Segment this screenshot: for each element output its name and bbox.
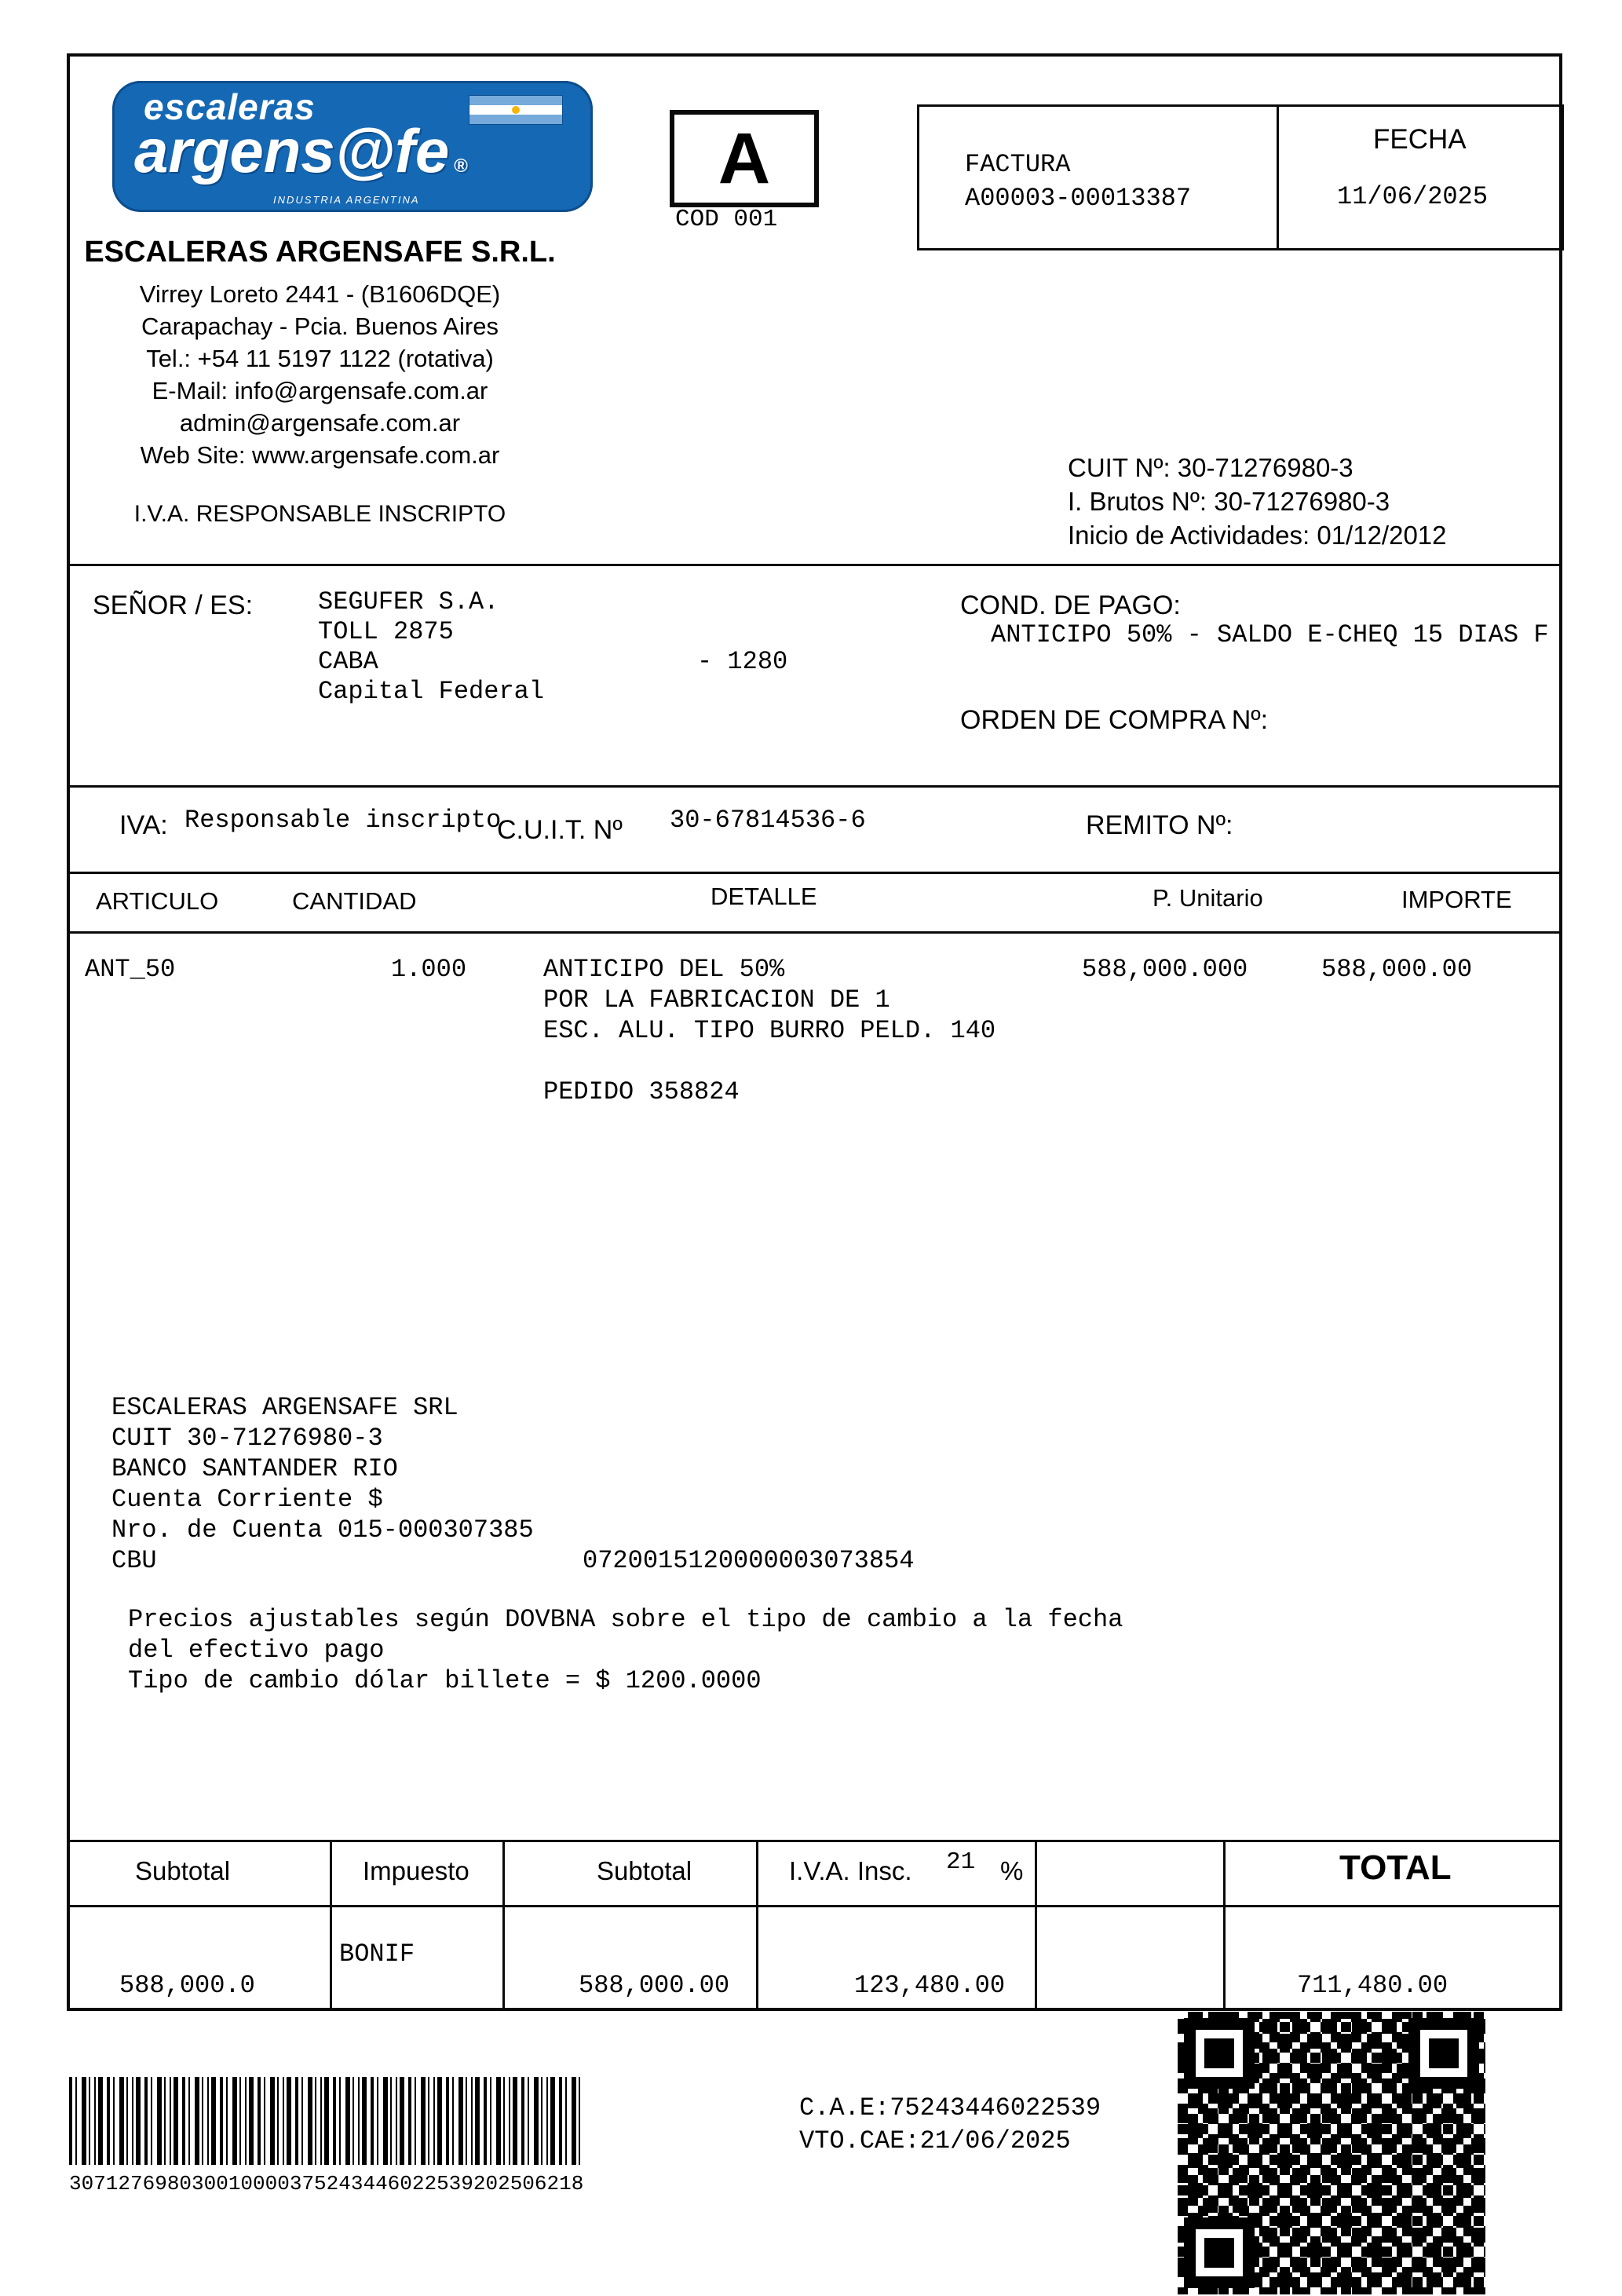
bank-line: Nro. de Cuenta 015-000307385 [111, 1515, 534, 1545]
col-header-punitario: P. Unitario [1153, 884, 1263, 912]
cuit-value: 30-67814536-6 [670, 806, 866, 835]
col-header-articulo: ARTICULO [96, 887, 219, 915]
cae-barcode [69, 2077, 584, 2165]
logo-text-escaleras: escaleras [144, 86, 316, 127]
senores-label: SEÑOR / ES: [93, 590, 254, 620]
divider-line [67, 564, 1562, 566]
cuit-label: C.U.I.T. Nº [497, 815, 623, 845]
bank-line: BANCO SANTANDER RIO [111, 1454, 398, 1483]
bank-line: CUIT 30-71276980-3 [111, 1424, 383, 1453]
iva-insc-label: I.V.A. Insc. [789, 1856, 912, 1885]
qr-finder-icon [1408, 2018, 1479, 2089]
barcode-number: 307127698030010000375243446022539202506218 [69, 2172, 584, 2195]
cae-number: C.A.E:75243446022539 [799, 2093, 1101, 2122]
invoice-date: 11/06/2025 [1337, 182, 1489, 211]
totals-column-divider [330, 1840, 332, 2008]
divider-line [67, 931, 1562, 934]
subtotal2-value: 588,000.00 [579, 1971, 730, 2000]
divider-line [67, 1905, 1562, 1907]
subtotal1-label: Subtotal [135, 1856, 231, 1885]
address-line: E-Mail: info@argensafe.com.ar [152, 377, 488, 404]
col-header-detalle: DETALLE [711, 883, 817, 910]
col-header-importe: IMPORTE [1401, 886, 1512, 913]
subtotal1-value: 588,000.0 [119, 1971, 255, 2000]
invoice-letter-box [670, 110, 819, 207]
item-detalle-line: POR LA FABRICACION DE 1 [543, 985, 890, 1015]
invoice-header-box [917, 104, 1564, 250]
col-header-cantidad: CANTIDAD [292, 887, 417, 915]
cbu-label: CBU [111, 1546, 157, 1575]
company-name: ESCALERAS ARGENSAFE S.R.L. [84, 236, 556, 269]
item-detalle-line: ESC. ALU. TIPO BURRO PELD. 140 [543, 1016, 996, 1045]
company-fiscal-block [1068, 451, 1447, 552]
totals-column-divider [1223, 1840, 1226, 2008]
qr-finder-icon [1184, 2217, 1255, 2288]
total-value: 711,480.00 [1297, 1971, 1448, 2000]
note-line: del efectivo pago [128, 1636, 385, 1665]
item-importe: 588,000.00 [1321, 955, 1473, 984]
item-cantidad: 1.000 [391, 955, 467, 984]
company-ibrutos: I. Brutos Nº: 30-71276980-3 [1068, 487, 1390, 516]
totals-column-divider [756, 1840, 758, 2008]
customer-province: Capital Federal [318, 677, 545, 706]
divider-line [67, 1840, 1562, 1842]
percent-sign: % [1000, 1856, 1024, 1885]
logo-industria-text: INDUSTRIA ARGENTINA [273, 194, 420, 206]
subtotal2-label: Subtotal [597, 1856, 692, 1885]
bank-line: Cuenta Corriente $ [111, 1485, 383, 1514]
fecha-label: FECHA [1373, 124, 1467, 155]
address-line: Web Site: www.argensafe.com.ar [140, 441, 500, 469]
customer-name: SEGUFER S.A. [318, 587, 499, 616]
flag-sun-icon [512, 106, 520, 114]
cae-vto: VTO.CAE:21/06/2025 [799, 2126, 1071, 2155]
iva-amount-value: 123,480.00 [854, 1971, 1006, 2000]
address-line: Virrey Loreto 2441 - (B1606DQE) [139, 280, 501, 308]
customer-street: TOLL 2875 [318, 617, 454, 646]
company-inicio-actividades: Inicio de Actividades: 01/12/2012 [1068, 521, 1447, 550]
invoice-cod: COD 001 [675, 206, 778, 233]
iva-label: IVA: [119, 810, 168, 840]
cbu-value: 0720015120000003073854 [583, 1546, 915, 1575]
cond-pago-value: ANTICIPO 50% - SALDO E-CHEQ 15 DIAS F [991, 620, 1549, 649]
totals-column-divider [1035, 1840, 1037, 2008]
totals-column-divider [502, 1840, 505, 2008]
company-iva-condition: I.V.A. RESPONSABLE INSCRIPTO [133, 501, 506, 527]
customer-city: CABA [318, 647, 378, 676]
item-articulo: ANT_50 [85, 955, 176, 984]
cae-block [799, 2092, 1101, 2158]
impuesto-label: Impuesto [363, 1856, 469, 1885]
company-logo [112, 81, 593, 212]
address-line: Tel.: +54 11 5197 1122 (rotativa) [146, 345, 494, 372]
company-cuit: CUIT Nº: 30-71276980-3 [1068, 453, 1353, 482]
invoice-number: A00003-00013387 [965, 184, 1192, 213]
registered-mark: ® [454, 155, 468, 177]
qr-finder-icon [1184, 2018, 1255, 2089]
remito-label: REMITO Nº: [1086, 810, 1233, 840]
iva-value: Responsable inscripto [184, 806, 502, 835]
afip-qr-code [1178, 2012, 1485, 2294]
customer-zip: - 1280 [697, 647, 788, 676]
note-line: Precios ajustables según DOVBNA sobre el tipo de cambio a la fecha [128, 1605, 1123, 1634]
logo-text-argensafe [134, 115, 468, 187]
address-line: admin@argensafe.com.ar [179, 409, 461, 437]
orden-compra-label: ORDEN DE COMPRA Nº: [960, 705, 1269, 735]
cond-pago-label: COND. DE PAGO: [960, 590, 1181, 620]
invoice-letter: A [718, 118, 771, 199]
note-line: Tipo de cambio dólar billete = $ 1200.0000 [128, 1666, 762, 1695]
divider-line [67, 872, 1562, 874]
item-detalle-line: ANTICIPO DEL 50% [543, 955, 785, 984]
impuesto-value: BONIF [339, 1940, 415, 1969]
bank-line: ESCALERAS ARGENSAFE SRL [111, 1393, 458, 1422]
item-punitario: 588,000.000 [1082, 955, 1248, 984]
item-detalle-pedido: PEDIDO 358824 [543, 1077, 740, 1106]
factura-label: FACTURA [965, 150, 1071, 179]
address-line: Carapachay - Pcia. Buenos Aires [141, 313, 499, 340]
header-box-divider [1277, 107, 1279, 248]
logo-wordmark: argens@fe [134, 116, 450, 185]
company-address-block [67, 278, 573, 471]
iva-rate: 21 [946, 1848, 976, 1876]
argentina-flag-icon [469, 95, 563, 125]
divider-line [67, 785, 1562, 788]
total-label: TOTAL [1339, 1848, 1452, 1887]
